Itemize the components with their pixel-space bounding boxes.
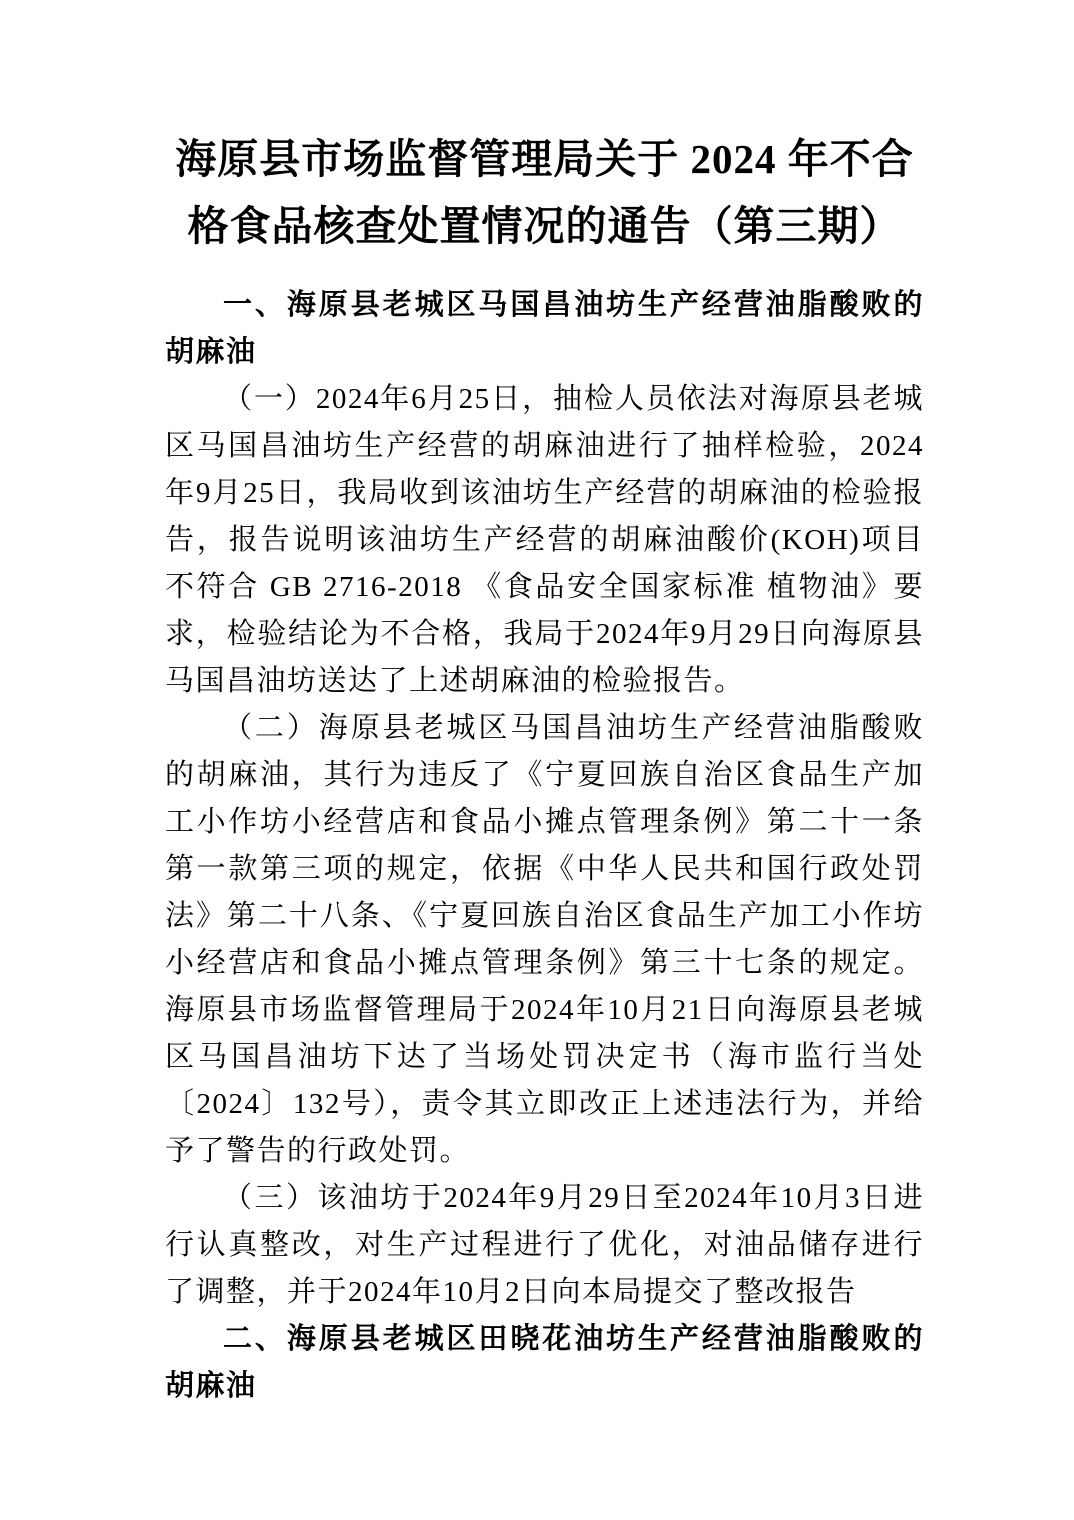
- paragraph-1-3: （三）该油坊于2024年9月29日至2024年10月3日进行认真整改，对生产过程进行了优化，对油品储存进行了调整，并于2024年10月2日向本局提交了整改报告: [165, 1182, 924, 1308]
- section-heading-1: 一、海原县老城区马国昌油坊生产经营油脂酸败的胡麻油: [165, 289, 924, 368]
- paragraph-1-1: （一）2024年6月25日，抽检人员依法对海原县老城区马国昌油坊生产经营的胡麻油进行了抽样检验，2024年9月25日，我局收到该油坊生产经营的胡麻油的检验报告，报告说明该油坊生产经营的胡麻油酸价(KOH)项目不符合 GB 2716-2018 《食品安全国家标准 植物油》要求，检验结论为不合格，我局于2024年9月29日向海原县马国昌油坊送达了上述胡麻油的检验报告。: [165, 383, 924, 697]
- paragraph-1-2: （二）海原县老城区马国昌油坊生产经营油脂酸败的胡麻油，其行为违反了《宁夏回族自治区食品生产加工小作坊小经营店和食品小摊点管理条例》第二十一条第一款第三项的规定，依据《中华人民共和国行政处罚法》第二十八条、《宁夏回族自治区食品生产加工小作坊小经营店和食品小摊点管理条例》第三十七条的规定。海原县市场监督管理局于2024年10月21日向海原县老城区马国昌油坊下达了当场处罚决定书（海市监行当处〔2024〕132号），责令其立即改正上述违法行为，并给予了警告的行政处罚。: [165, 712, 924, 1167]
- document-body: [165, 282, 924, 1410]
- section-heading-2: 二、海原县老城区田晓花油坊生产经营油脂酸败的胡麻油: [165, 1323, 924, 1402]
- document-title: 海原县市场监督管理局关于 2024 年不合格食品核查处置情况的通告（第三期）: [175, 136, 914, 249]
